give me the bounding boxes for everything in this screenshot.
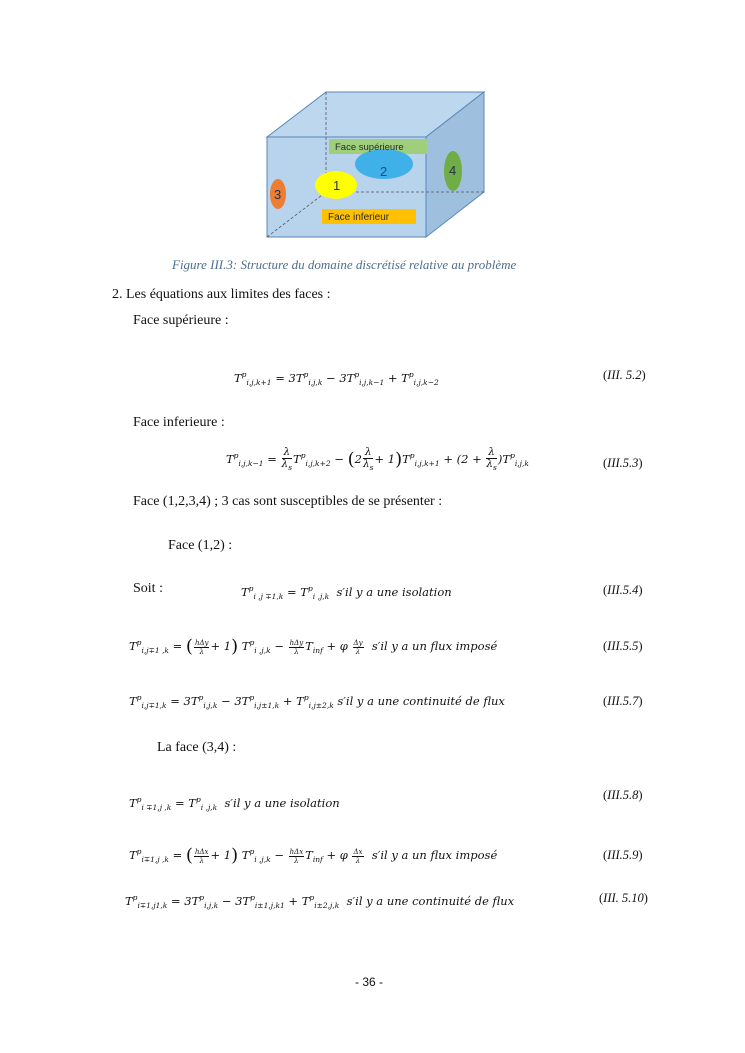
eq-5-4-condition: s′il y a une isolation — [336, 585, 452, 599]
paragraph-face-1234: Face (1,2,3,4) ; 3 cas sont susceptibles de se présenter : — [133, 494, 443, 509]
eq-5-7-condition: s′il y a une continuité de flux — [337, 694, 505, 708]
eq-5-10-condition: s′il y a une continuité de flux — [346, 894, 515, 908]
eqnum-text: III.5.3 — [607, 456, 639, 470]
equation-number-5-3: (III.5.3) — [603, 456, 643, 470]
page-number: - 36 - — [355, 975, 384, 989]
equation-number-5-8: (III.5.8) — [603, 788, 643, 802]
equation-5-9: $T^p_{i\mp 1,j ,k}$ = ( $\frac{\text{hΔx}}{\lambda}$ + 1) $T^p_{i ,j,k}$ − $\frac{\text{hΔx}}{\lambda}$ $T_{inf} + \varphi$ $\frac{\Delta x}{\lambda}$ s′il y a un flux imposé — [129, 845, 498, 866]
cube-diagram — [265, 90, 487, 240]
equation-5-4: $T^p_{i ,j \mp 1,k} = T^p_{i ,j,k}$ s′il y a une isolation — [241, 584, 452, 601]
eqnum-text: III.5.8 — [607, 788, 639, 802]
heading-face-sup: Face supérieure : — [133, 313, 229, 328]
face-sup-label: Face supérieure — [335, 142, 404, 153]
equation-5-5: $T^p_{i,j\mp 1 ,k}$ = ( $\frac{\text{hΔy}}{\lambda}$ + 1) $T^p_{i ,j,k}$ − $\frac{\text{hΔy}}{\lambda}$ $T_{inf} + \varphi$ $\frac{\Delta y}{\lambda}$ s′il y a un flux imposé — [129, 636, 498, 657]
equation-5-2: $T^p_{i,j,k+1} = 3T^p_{i,j,k} - 3T^p_{i,j,k-1} + T^p_{i,j,k-2}$ — [234, 370, 439, 387]
equation-5-10: $T^p_{i\mp 1,j1,k} = 3T^p_{i,j,k} - 3T^p_{i\pm 1,j,k1} + T^p_{i\pm 2,j,k}$ s′il y a une continuité de flux — [125, 893, 515, 910]
label-1: 1 — [333, 178, 341, 193]
eqnum-text: III.5.9 — [607, 848, 639, 862]
figure-caption: Figure III.3: Structure du domaine discrétisé relative au problème — [172, 257, 517, 272]
eq-5-9-condition: s′il y a un flux imposé — [371, 848, 498, 862]
heading-face-34: La face (3,4) : — [157, 740, 237, 755]
equation-number-5-7: (III.5.7) — [603, 694, 643, 708]
eqnum-text: III. 5.2 — [607, 368, 642, 382]
label-3: 3 — [274, 187, 282, 202]
eq-5-8-condition: s′il y a une isolation — [224, 796, 340, 810]
cube-figure — [265, 90, 487, 240]
list-item-2: 2. Les équations aux limites des faces : — [112, 287, 331, 302]
equation-number-5-9: (III.5.9) — [603, 848, 643, 862]
label-2: 2 — [380, 164, 388, 179]
eqnum-text: III.5.7 — [607, 694, 639, 708]
equation-number-5-10: (III. 5.10) — [599, 891, 648, 905]
eqnum-text: III.5.4 — [607, 583, 639, 597]
heading-face-inf: Face inferieure : — [133, 415, 225, 430]
eqnum-text: III. 5.10 — [603, 891, 644, 905]
equation-number-5-4: (III.5.4) — [603, 583, 643, 597]
label-4: 4 — [449, 163, 457, 178]
eq-5-5-condition: s′il y a un flux imposé — [371, 639, 498, 653]
heading-face-12: Face (1,2) : — [168, 538, 233, 553]
equation-5-7: $T^p_{i,j\mp 1,k} = 3T^p_{i,j,k} - 3T^p_{i,j\pm 1,k} + T^p_{i,j\pm 2,k}$ s′il y a une continuité de flux — [129, 693, 505, 710]
equation-number-5-2: (III. 5.2) — [603, 368, 646, 382]
equation-5-8: $T^p_{i \mp 1,j ,k} = T^p_{i ,j,k}$ s′il y a une isolation — [129, 795, 340, 812]
equation-number-5-5: (III.5.5) — [603, 639, 643, 653]
equation-5-3: $T^p_{i,j,k-1}$ = $\frac{\lambda}{\lambda_s}$ $T^p_{i,j,k+2} - (2$ $\frac{\lambda}{\lambda_s}$ + $1)T^p_{i,j,k+1} + (2$ + $\frac{\lambda}{\lambda_s}$ )$T^p_{i,j,k}$ — [226, 446, 529, 472]
eqnum-text: III.5.5 — [607, 639, 639, 653]
face-inf-label: Face inferieur — [328, 212, 390, 223]
soit-label: Soit : — [133, 581, 163, 596]
